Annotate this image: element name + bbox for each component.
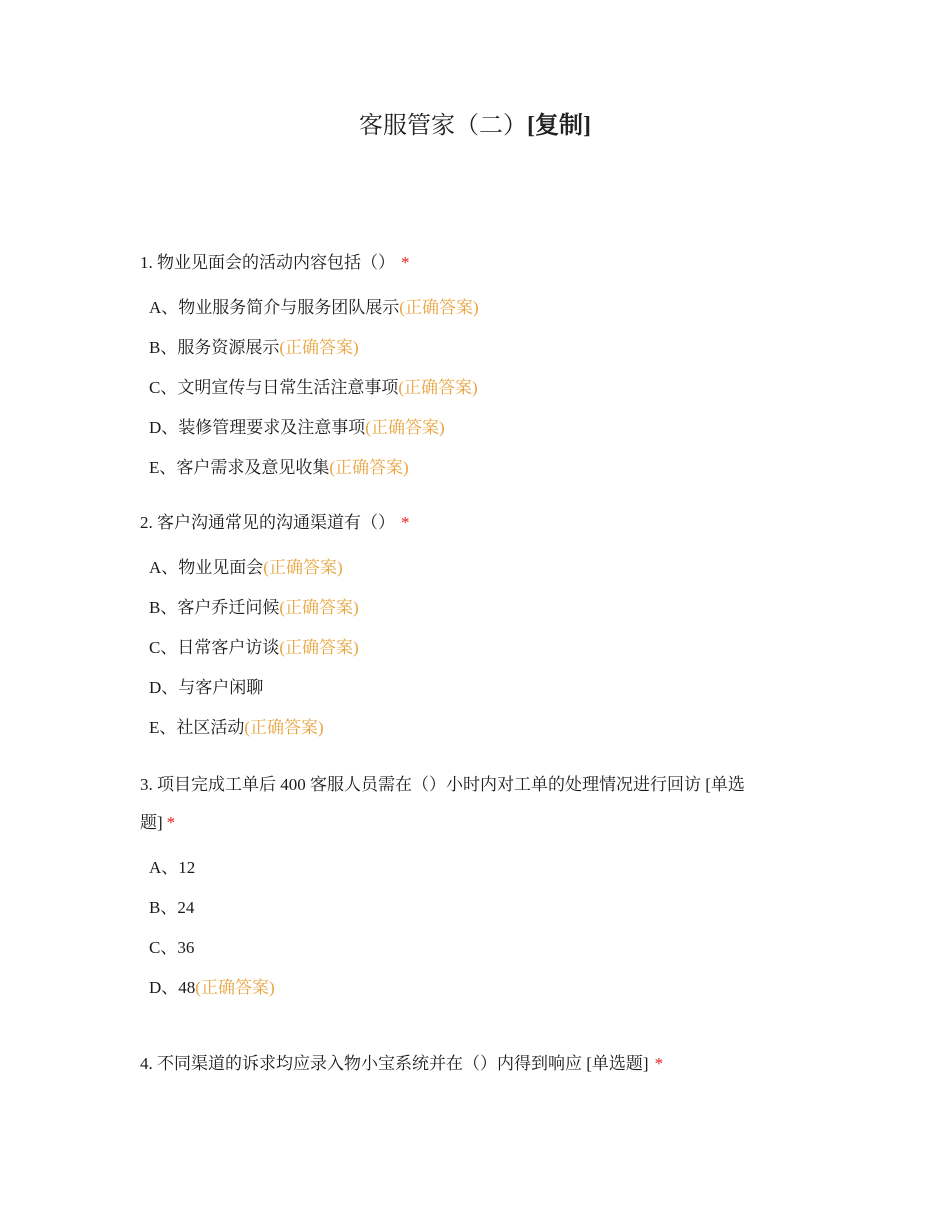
option-b[interactable]: [149, 328, 812, 368]
option-e[interactable]: [149, 708, 812, 748]
option-text: 客户需求及意见收集: [176, 458, 330, 477]
option-a[interactable]: [149, 548, 812, 588]
option-text: 12: [178, 858, 196, 877]
option-letter: A、: [149, 298, 179, 317]
question-stem: [140, 244, 812, 282]
option-text: 文明宣传与日常生活注意事项: [177, 378, 399, 397]
question-2: [140, 504, 812, 748]
option-letter: D、: [149, 678, 179, 697]
required-asterisk: *: [166, 813, 176, 832]
correct-answer-mark: (正确答案): [244, 718, 324, 737]
required-asterisk: *: [401, 513, 410, 532]
option-c[interactable]: [149, 928, 812, 968]
correct-answer-mark: (正确答案): [398, 378, 478, 397]
option-letter: E、: [149, 458, 177, 477]
option-text: 36: [177, 938, 195, 957]
question-text: 4. 不同渠道的诉求均应录入物小宝系统并在（）内得到响应 [单选题]: [140, 1054, 649, 1073]
option-list: [149, 548, 812, 748]
option-letter: C、: [149, 378, 178, 397]
question-stem: [140, 504, 812, 542]
question-1: [140, 244, 812, 488]
correct-answer-mark: (正确答案): [279, 638, 359, 657]
option-b[interactable]: [149, 888, 812, 928]
option-letter: B、: [149, 598, 178, 617]
option-letter: C、: [149, 938, 178, 957]
option-d[interactable]: [149, 408, 812, 448]
option-list: [149, 848, 812, 1008]
question-text-line-2: 题]: [140, 813, 163, 832]
option-letter: E、: [149, 718, 177, 737]
option-text: 服务资源展示: [177, 338, 280, 357]
option-text: 48: [178, 978, 196, 997]
question-text: 1. 物业见面会的活动内容包括（）: [140, 253, 395, 272]
option-letter: B、: [149, 898, 178, 917]
option-text: 与客户闲聊: [178, 678, 264, 697]
correct-answer-mark: (正确答案): [329, 458, 409, 477]
option-text: 客户乔迁问候: [177, 598, 280, 617]
option-text: 日常客户访谈: [177, 638, 280, 657]
correct-answer-mark: (正确答案): [279, 338, 359, 357]
option-list: [149, 288, 812, 488]
option-letter: D、: [149, 978, 179, 997]
option-text: 24: [177, 898, 195, 917]
option-a[interactable]: [149, 288, 812, 328]
survey-title-main: 客服管家（二）: [359, 113, 527, 139]
option-d[interactable]: [149, 668, 812, 708]
question-text-line-1: 3. 项目完成工单后 400 客服人员需在（）小时内对工单的处理情况进行回访 [单选: [140, 775, 745, 794]
option-letter: A、: [149, 858, 179, 877]
option-letter: A、: [149, 558, 179, 577]
option-e[interactable]: [149, 448, 812, 488]
option-d[interactable]: [149, 968, 812, 1008]
option-text: 装修管理要求及注意事项: [178, 418, 366, 437]
survey-title-copy-tag: [复制]: [527, 113, 591, 139]
correct-answer-mark: (正确答案): [399, 298, 479, 317]
option-b[interactable]: [149, 588, 812, 628]
option-text: 物业服务简介与服务团队展示: [178, 298, 400, 317]
option-c[interactable]: [149, 628, 812, 668]
question-text: 2. 客户沟通常见的沟通渠道有（）: [140, 513, 395, 532]
question-4: [140, 1045, 812, 1083]
required-asterisk: *: [654, 1054, 664, 1073]
option-letter: B、: [149, 338, 178, 357]
option-c[interactable]: [149, 368, 812, 408]
survey-title: [0, 110, 950, 142]
option-letter: C、: [149, 638, 178, 657]
question-3: [140, 766, 812, 1008]
option-text: 物业见面会: [178, 558, 264, 577]
question-stem: [140, 766, 812, 842]
question-stem: [140, 1045, 812, 1083]
option-a[interactable]: [149, 848, 812, 888]
correct-answer-mark: (正确答案): [279, 598, 359, 617]
option-letter: D、: [149, 418, 179, 437]
correct-answer-mark: (正确答案): [263, 558, 343, 577]
option-text: 社区活动: [176, 718, 245, 737]
required-asterisk: *: [401, 253, 410, 272]
correct-answer-mark: (正确答案): [365, 418, 445, 437]
correct-answer-mark: (正确答案): [195, 978, 275, 997]
